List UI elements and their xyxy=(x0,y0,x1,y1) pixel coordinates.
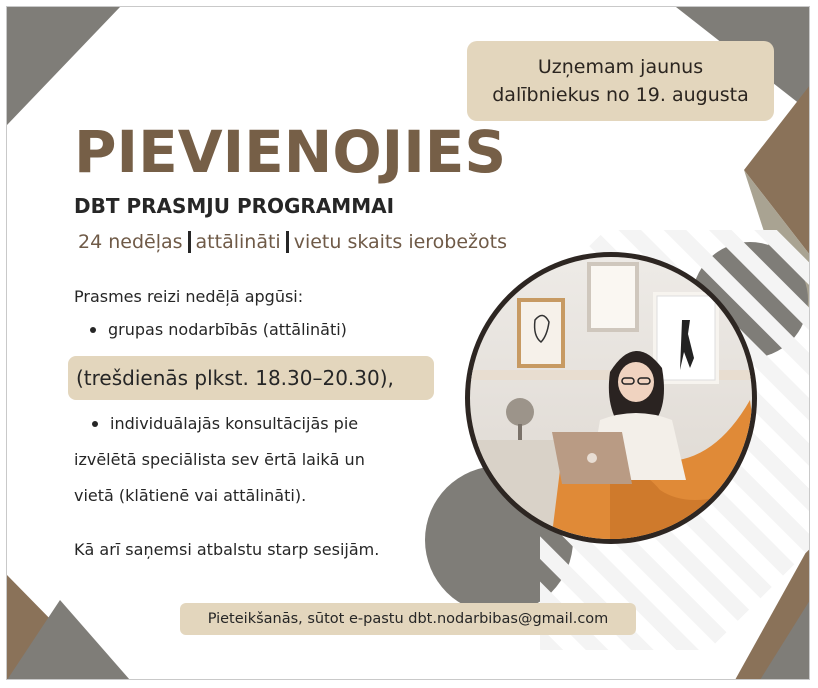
tagline-separator xyxy=(286,231,289,253)
headline: PIEVIENOJIES xyxy=(74,118,507,186)
list-item-text: grupas nodarbībās (attālināti) xyxy=(108,320,347,339)
tagline-duration: 24 nedēļas xyxy=(78,231,183,253)
tagline-separator xyxy=(188,231,191,253)
tagline-limited-seats: vietu skaits ierobežots xyxy=(293,231,508,253)
schedule-text: (trešdienās plkst. 18.30–20.30), xyxy=(76,366,394,390)
intro-text: Prasmes reizi nedēļā apgūsi: xyxy=(74,287,304,306)
bullet-icon xyxy=(90,327,96,333)
bullet-icon xyxy=(92,421,98,427)
list-item-continuation: izvēlētā speciālista sev ērtā laikā un xyxy=(74,450,365,469)
corner-triangle-top-left xyxy=(7,7,120,125)
badge-line-1: Uzņemam jaunus xyxy=(537,56,704,78)
list-item xyxy=(90,320,347,339)
subheadline: DBT PRASMJU PROGRAMMAI xyxy=(74,194,395,218)
support-text: Kā arī saņemsi atbalstu starp sesijām. xyxy=(74,540,380,559)
list-item-continuation: vietā (klātienē vai attālināti). xyxy=(74,486,307,505)
schedule-highlight xyxy=(68,356,434,400)
contact-text: Pieteikšanās, sūtot e-pastu dbt.nodarbibas@gmail.com xyxy=(207,611,609,627)
contact-banner xyxy=(180,603,636,635)
list-item-text: individuālajās konsultācijās pie xyxy=(110,414,359,433)
tagline-remote: attālināti xyxy=(195,231,281,253)
start-date-badge xyxy=(467,41,774,121)
badge-line-2: dalībniekus no 19. augusta xyxy=(492,84,749,106)
list-item xyxy=(92,414,358,433)
tagline xyxy=(78,231,507,253)
